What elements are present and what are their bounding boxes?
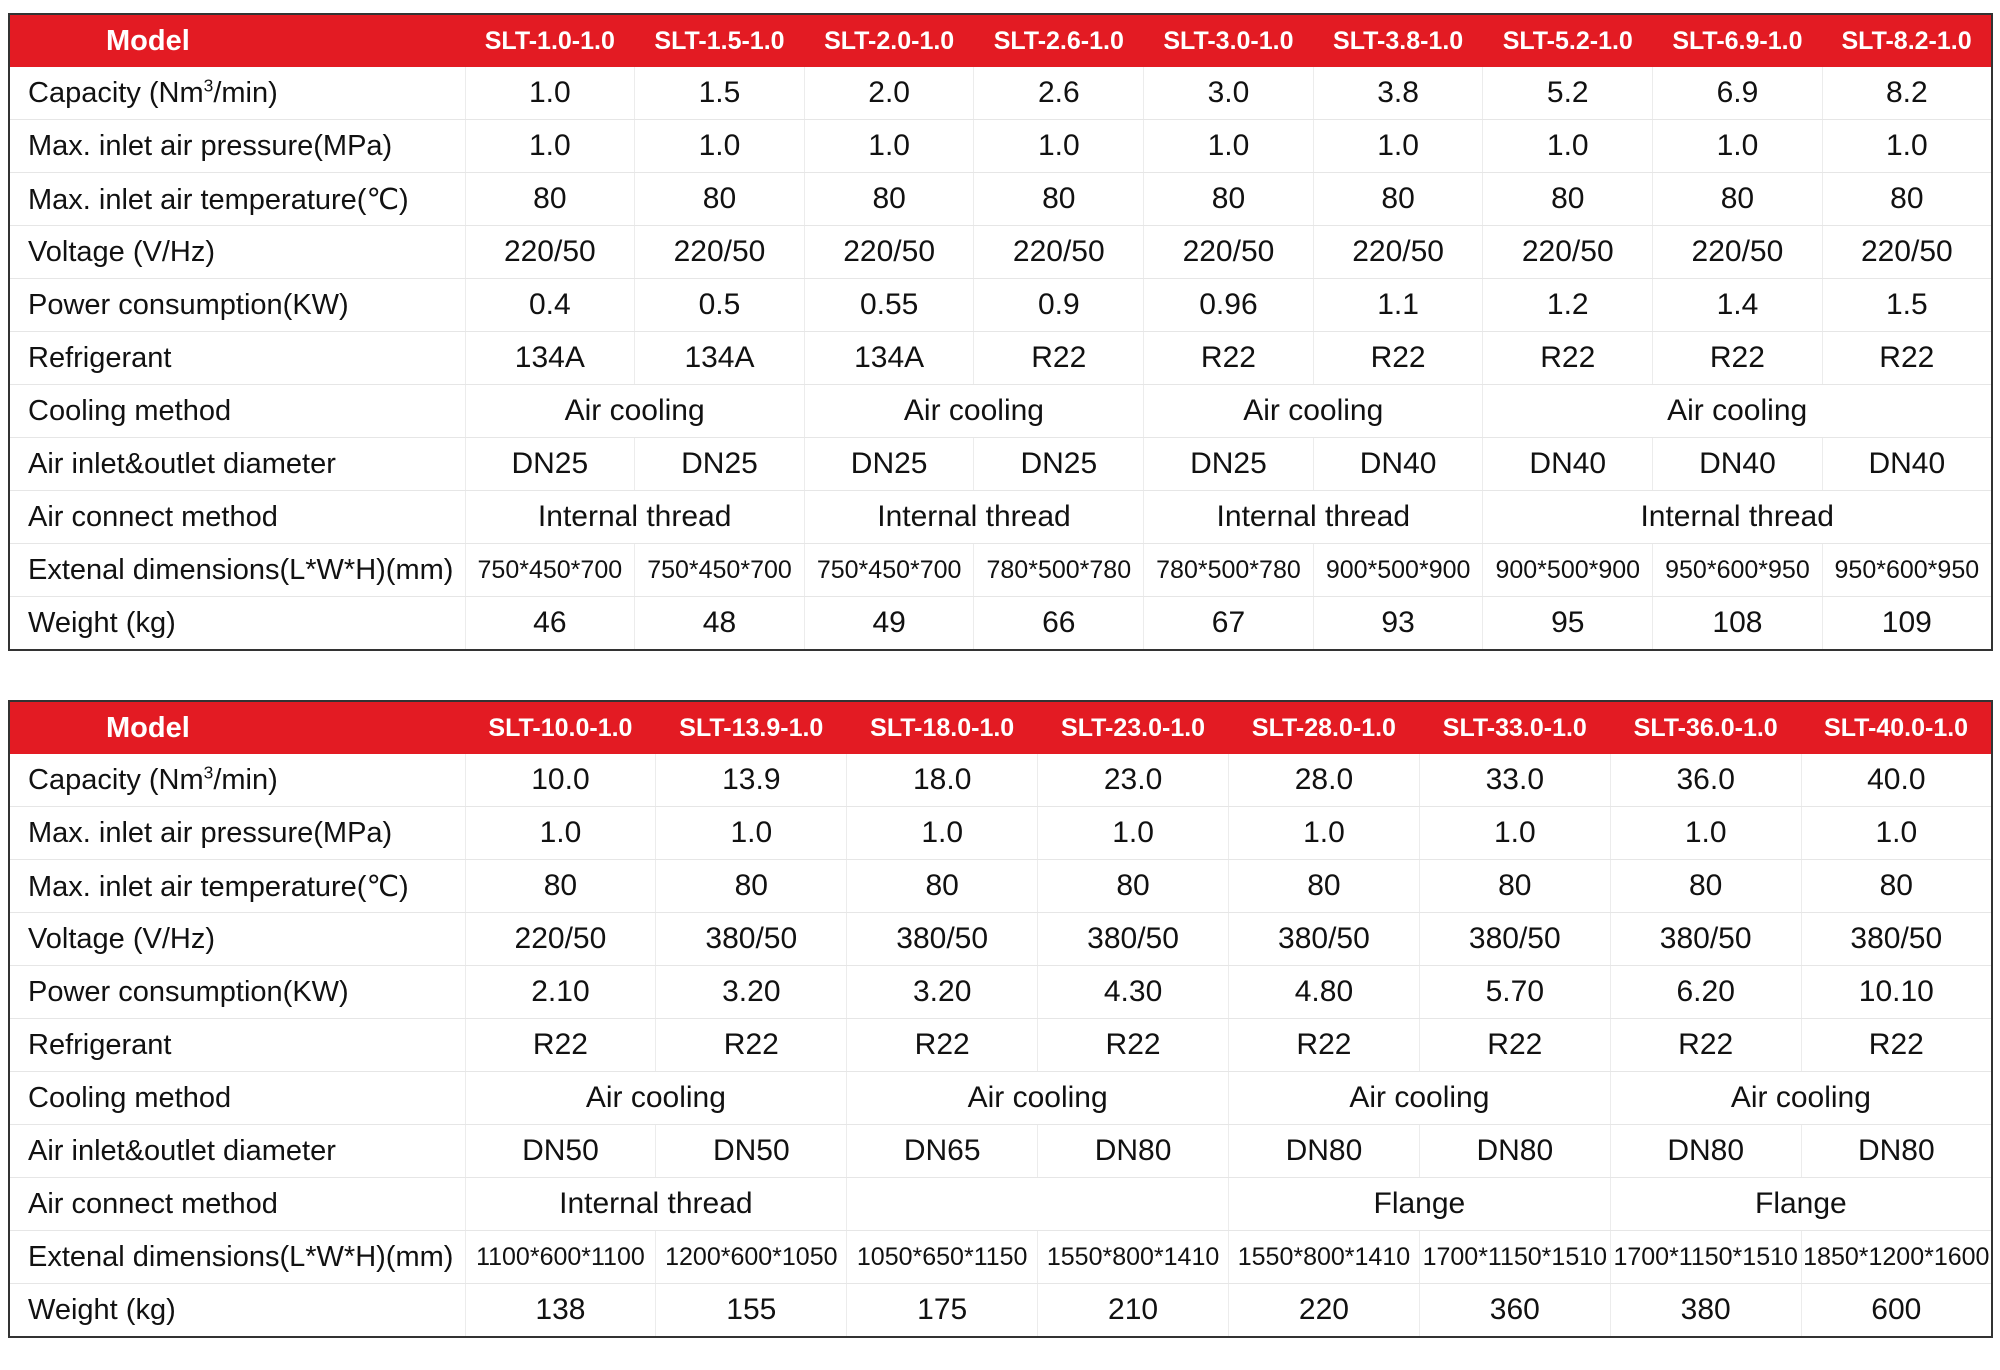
- row-label: Capacity (Nm$^3$/min): [9, 67, 465, 120]
- table-cell: 0.96: [1144, 279, 1314, 332]
- row-label: Air connect method: [9, 491, 465, 544]
- table-cell: 18.0: [847, 754, 1038, 807]
- row-label: Power consumption(KW): [9, 279, 465, 332]
- table-row-voltage-v-hz: [9, 913, 1992, 966]
- table-cell: 2.0: [804, 67, 974, 120]
- table-cell: 1100*600*1100: [465, 1231, 656, 1284]
- table-cell: Flange: [1610, 1178, 1992, 1231]
- table-cell: 750*450*700: [804, 544, 974, 597]
- table-cell: DN40: [1653, 438, 1823, 491]
- table-cell: 380/50: [656, 913, 847, 966]
- table-cell: 1.4: [1653, 279, 1823, 332]
- table-cell: 80: [656, 860, 847, 913]
- table-cell: 1550*800*1410: [1038, 1231, 1229, 1284]
- table-row-air-inlet-outlet-diameter: [9, 438, 1992, 491]
- table-cell: Flange: [1229, 1178, 1611, 1231]
- table-cell: 0.9: [974, 279, 1144, 332]
- table-cell: R22: [1822, 332, 1992, 385]
- table-cell: 80: [1144, 173, 1314, 226]
- table-cell: 80: [1610, 860, 1801, 913]
- table-row-max-inlet-air-pressure-mpa: [9, 807, 1992, 860]
- table-cell: 750*450*700: [465, 544, 635, 597]
- row-label: Weight (kg): [28, 1293, 176, 1326]
- table-cell: 1.0: [1313, 120, 1483, 173]
- table-cell: 780*500*780: [974, 544, 1144, 597]
- table-cell: 80: [1419, 860, 1610, 913]
- table-cell: 210: [1038, 1284, 1229, 1338]
- row-label: Capacity (Nm$^3$/min): [9, 754, 465, 807]
- table-cell: 80: [1801, 860, 1992, 913]
- table-cell: 40.0: [1801, 754, 1992, 807]
- spec-table-1: [8, 13, 1993, 651]
- table-cell: 1.0: [1229, 807, 1420, 860]
- table-cell: 80: [1313, 173, 1483, 226]
- table-cell: DN50: [465, 1125, 656, 1178]
- table-cell: 6.20: [1610, 966, 1801, 1019]
- table-cell: DN40: [1313, 438, 1483, 491]
- table-cell: 13.9: [656, 754, 847, 807]
- table-cell: R22: [656, 1019, 847, 1072]
- table-row-max-inlet-air-pressure-mpa: [9, 120, 1992, 173]
- table-cell: Air cooling: [465, 385, 804, 438]
- table-row-cooling-method: [9, 1072, 1992, 1125]
- table-cell: 220: [1229, 1284, 1420, 1338]
- table-cell: 950*600*950: [1822, 544, 1992, 597]
- table-cell: 1.0: [465, 120, 635, 173]
- table-cell: 1.2: [1483, 279, 1653, 332]
- table-cell: 3.8: [1313, 67, 1483, 120]
- table-cell: 4.80: [1229, 966, 1420, 1019]
- table-cell: DN25: [635, 438, 805, 491]
- table-cell: 80: [1653, 173, 1823, 226]
- row-label: Voltage (V/Hz): [9, 913, 465, 966]
- table-cell: 80: [635, 173, 805, 226]
- model-header-slt-1-0-1-0: SLT-1.0-1.0: [465, 14, 635, 67]
- table-cell: 1050*650*1150: [847, 1231, 1038, 1284]
- table-cell: 1.0: [1822, 120, 1992, 173]
- row-label: Power consumption(KW): [9, 966, 465, 1019]
- table-cell: R22: [1038, 1019, 1229, 1072]
- row-label: Cooling method: [9, 1072, 465, 1125]
- model-header-slt-18-0-1-0: SLT-18.0-1.0: [847, 701, 1038, 754]
- table-cell: 4.30: [1038, 966, 1229, 1019]
- table-row-capacity-nm-min: [9, 754, 1992, 807]
- model-header-slt-23-0-1-0: SLT-23.0-1.0: [1038, 701, 1229, 754]
- table-cell: 1200*600*1050: [656, 1231, 847, 1284]
- table-cell: R22: [465, 1019, 656, 1072]
- table-cell: R22: [1801, 1019, 1992, 1072]
- model-header-slt-1-5-1-0: SLT-1.5-1.0: [635, 14, 805, 67]
- table-cell: 80: [1822, 173, 1992, 226]
- row-label: Air connect method: [9, 1178, 465, 1231]
- table-row-weight-kg: [9, 1284, 1992, 1338]
- table-cell: 109: [1822, 597, 1992, 651]
- table-cell: 28.0: [1229, 754, 1420, 807]
- table-cell: 10.0: [465, 754, 656, 807]
- table-cell: Internal thread: [465, 1178, 847, 1231]
- table-cell: 1.5: [635, 67, 805, 120]
- table-cell: 1.0: [1483, 120, 1653, 173]
- model-header-slt-8-2-1-0: SLT-8.2-1.0: [1822, 14, 1992, 67]
- table-cell: 380: [1610, 1284, 1801, 1338]
- table-row-extenal-dimensions-l-w-h-mm: [9, 544, 1992, 597]
- table-cell: DN50: [656, 1125, 847, 1178]
- table-cell: 360: [1419, 1284, 1610, 1338]
- table-row-refrigerant: [9, 332, 1992, 385]
- table-cell: 1.0: [1144, 120, 1314, 173]
- table-cell: DN40: [1822, 438, 1992, 491]
- table-cell: Internal thread: [804, 491, 1143, 544]
- table-cell: Internal thread: [465, 491, 804, 544]
- model-header-label: Model: [9, 14, 465, 67]
- table-row-cooling-method: [9, 385, 1992, 438]
- table-cell: DN80: [1610, 1125, 1801, 1178]
- table-cell: 220/50: [1653, 226, 1823, 279]
- table-cell: DN25: [1144, 438, 1314, 491]
- table-cell: 2.10: [465, 966, 656, 1019]
- model-header-slt-6-9-1-0: SLT-6.9-1.0: [1653, 14, 1823, 67]
- table-cell: DN25: [804, 438, 974, 491]
- row-label: Max. inlet air temperature(℃): [9, 860, 465, 913]
- table-cell: 134A: [804, 332, 974, 385]
- table-cell: 1.0: [1610, 807, 1801, 860]
- table-cell: [847, 1178, 1229, 1231]
- table-cell: 380/50: [1229, 913, 1420, 966]
- table-cell: 93: [1313, 597, 1483, 651]
- table-cell: 1700*1150*1510: [1610, 1231, 1801, 1284]
- table-cell: 1.0: [847, 807, 1038, 860]
- table-cell: Internal thread: [1483, 491, 1992, 544]
- table-cell: 49: [804, 597, 974, 651]
- model-header-slt-10-0-1-0: SLT-10.0-1.0: [465, 701, 656, 754]
- table-cell: 67: [1144, 597, 1314, 651]
- table-cell: R22: [1144, 332, 1314, 385]
- table-cell: 220/50: [1313, 226, 1483, 279]
- table-cell: 33.0: [1419, 754, 1610, 807]
- table-cell: 1.0: [465, 807, 656, 860]
- table-cell: 95: [1483, 597, 1653, 651]
- row-label: Extenal dimensions(L*W*H)(mm): [9, 1231, 465, 1284]
- table-cell: 80: [465, 860, 656, 913]
- table-cell: 134A: [635, 332, 805, 385]
- table-cell: 220/50: [1144, 226, 1314, 279]
- table-cell: 3.0: [1144, 67, 1314, 120]
- table-cell: 0.5: [635, 279, 805, 332]
- table-cell: 1.0: [1419, 807, 1610, 860]
- table-cell: 1700*1150*1510: [1419, 1231, 1610, 1284]
- model-header-slt-33-0-1-0: SLT-33.0-1.0: [1419, 701, 1610, 754]
- model-header-slt-3-8-1-0: SLT-3.8-1.0: [1313, 14, 1483, 67]
- table-cell: R22: [1313, 332, 1483, 385]
- table-cell: 1.0: [656, 807, 847, 860]
- table-cell: 1.0: [1801, 807, 1992, 860]
- model-header-slt-40-0-1-0: SLT-40.0-1.0: [1801, 701, 1992, 754]
- table-cell: R22: [1610, 1019, 1801, 1072]
- table-cell: 1.0: [465, 67, 635, 120]
- table-cell: 900*500*900: [1313, 544, 1483, 597]
- table-cell: DN40: [1483, 438, 1653, 491]
- table-cell: R22: [847, 1019, 1038, 1072]
- table-cell: 600: [1801, 1284, 1992, 1338]
- table-cell: 138: [465, 1284, 656, 1338]
- table-row-air-inlet-outlet-diameter: [9, 1125, 1992, 1178]
- table-row-air-connect-method: [9, 491, 1992, 544]
- table-row-extenal-dimensions-l-w-h-mm: [9, 1231, 1992, 1284]
- row-label: Refrigerant: [9, 332, 465, 385]
- table-cell: 155: [656, 1284, 847, 1338]
- table-row-refrigerant: [9, 1019, 1992, 1072]
- model-header-slt-5-2-1-0: SLT-5.2-1.0: [1483, 14, 1653, 67]
- table-cell: DN25: [465, 438, 635, 491]
- table-cell: 220/50: [1822, 226, 1992, 279]
- table-cell: 108: [1653, 597, 1823, 651]
- table-cell: 80: [804, 173, 974, 226]
- table-cell: 1.0: [974, 120, 1144, 173]
- table-cell: 1.0: [1038, 807, 1229, 860]
- table-row-max-inlet-air-temperature: [9, 860, 1992, 913]
- table-cell: 23.0: [1038, 754, 1229, 807]
- table-cell: R22: [1653, 332, 1823, 385]
- table-cell: Air cooling: [1610, 1072, 1992, 1125]
- table-cell: 5.70: [1419, 966, 1610, 1019]
- model-header-slt-13-9-1-0: SLT-13.9-1.0: [656, 701, 847, 754]
- table-cell: 80: [974, 173, 1144, 226]
- table-cell: 5.2: [1483, 67, 1653, 120]
- table-cell: Air cooling: [847, 1072, 1229, 1125]
- table-cell: 380/50: [1038, 913, 1229, 966]
- table-cell: 1.0: [1653, 120, 1823, 173]
- model-header-slt-3-0-1-0: SLT-3.0-1.0: [1144, 14, 1314, 67]
- table-cell: 1850*1200*1600: [1801, 1231, 1992, 1284]
- model-header-label: Model: [9, 701, 465, 754]
- table-cell: 220/50: [974, 226, 1144, 279]
- table-cell: 134A: [465, 332, 635, 385]
- table-cell: 380/50: [1610, 913, 1801, 966]
- table-cell: 80: [847, 860, 1038, 913]
- row-label: Voltage (V/Hz): [9, 226, 465, 279]
- spec-table-2: [8, 700, 1993, 1338]
- table-cell: DN80: [1801, 1125, 1992, 1178]
- model-header-slt-28-0-1-0: SLT-28.0-1.0: [1229, 701, 1420, 754]
- table-row-air-connect-method: [9, 1178, 1992, 1231]
- table-row-capacity-nm-min: [9, 67, 1992, 120]
- table-cell: 900*500*900: [1483, 544, 1653, 597]
- table-cell: 0.55: [804, 279, 974, 332]
- table-cell: 80: [1483, 173, 1653, 226]
- table-cell: 220/50: [804, 226, 974, 279]
- table-row-max-inlet-air-temperature: [9, 173, 1992, 226]
- row-label: Max. inlet air pressure(MPa): [9, 120, 465, 173]
- header-row: [9, 701, 1992, 754]
- header-row: [9, 14, 1992, 67]
- table-cell: 3.20: [656, 966, 847, 1019]
- table-cell: 80: [1229, 860, 1420, 913]
- table-row-weight-kg: [9, 597, 1992, 651]
- table-cell: 380/50: [847, 913, 1038, 966]
- table-cell: 2.6: [974, 67, 1144, 120]
- table-cell: 380/50: [1419, 913, 1610, 966]
- table-cell: 6.9: [1653, 67, 1823, 120]
- table-cell: 1550*800*1410: [1229, 1231, 1420, 1284]
- row-label: Refrigerant: [9, 1019, 465, 1072]
- table-cell: 175: [847, 1284, 1038, 1338]
- row-label: Max. inlet air temperature(℃): [9, 173, 465, 226]
- table-cell: DN80: [1419, 1125, 1610, 1178]
- table-cell: R22: [974, 332, 1144, 385]
- table-cell: Air cooling: [1144, 385, 1483, 438]
- table-cell: R22: [1483, 332, 1653, 385]
- table-cell: DN80: [1229, 1125, 1420, 1178]
- table-cell: DN25: [974, 438, 1144, 491]
- row-label: Max. inlet air pressure(MPa): [9, 807, 465, 860]
- table-cell: R22: [1419, 1019, 1610, 1072]
- table-cell: 80: [1038, 860, 1229, 913]
- table-cell: 1.0: [804, 120, 974, 173]
- table-cell: 8.2: [1822, 67, 1992, 120]
- table-cell: DN80: [1038, 1125, 1229, 1178]
- table-cell: 780*500*780: [1144, 544, 1314, 597]
- table-cell: 220/50: [465, 226, 635, 279]
- table-cell: 1.5: [1822, 279, 1992, 332]
- table-cell: 48: [635, 597, 805, 651]
- table-cell: 10.10: [1801, 966, 1992, 1019]
- table-cell: R22: [1229, 1019, 1420, 1072]
- table-cell: 66: [974, 597, 1144, 651]
- table-row-power-consumption-kw: [9, 279, 1992, 332]
- table-cell: Air cooling: [465, 1072, 847, 1125]
- table-cell: 46: [465, 597, 635, 651]
- table-cell: Air cooling: [1229, 1072, 1611, 1125]
- row-label: Air inlet&outlet diameter: [9, 1125, 465, 1178]
- table-cell: 950*600*950: [1653, 544, 1823, 597]
- table-cell: 1.1: [1313, 279, 1483, 332]
- table-cell: Air cooling: [804, 385, 1143, 438]
- table-cell: 0.4: [465, 279, 635, 332]
- table-cell: 220/50: [635, 226, 805, 279]
- table-cell: 80: [465, 173, 635, 226]
- table-cell: 1.0: [635, 120, 805, 173]
- model-header-slt-2-6-1-0: SLT-2.6-1.0: [974, 14, 1144, 67]
- row-label: Extenal dimensions(L*W*H)(mm): [9, 544, 465, 597]
- table-cell: 750*450*700: [635, 544, 805, 597]
- table-row-voltage-v-hz: [9, 226, 1992, 279]
- table-cell: 220/50: [465, 913, 656, 966]
- table-cell: 220/50: [1483, 226, 1653, 279]
- table-cell: DN65: [847, 1125, 1038, 1178]
- row-label: Cooling method: [9, 385, 465, 438]
- table-row-power-consumption-kw: [9, 966, 1992, 1019]
- table-cell: 36.0: [1610, 754, 1801, 807]
- row-label: Weight (kg): [28, 606, 176, 639]
- table-cell: Internal thread: [1144, 491, 1483, 544]
- table-cell: 380/50: [1801, 913, 1992, 966]
- row-label: Air inlet&outlet diameter: [9, 438, 465, 491]
- table-cell: 3.20: [847, 966, 1038, 1019]
- model-header-slt-36-0-1-0: SLT-36.0-1.0: [1610, 701, 1801, 754]
- table-cell: Air cooling: [1483, 385, 1992, 438]
- model-header-slt-2-0-1-0: SLT-2.0-1.0: [804, 14, 974, 67]
